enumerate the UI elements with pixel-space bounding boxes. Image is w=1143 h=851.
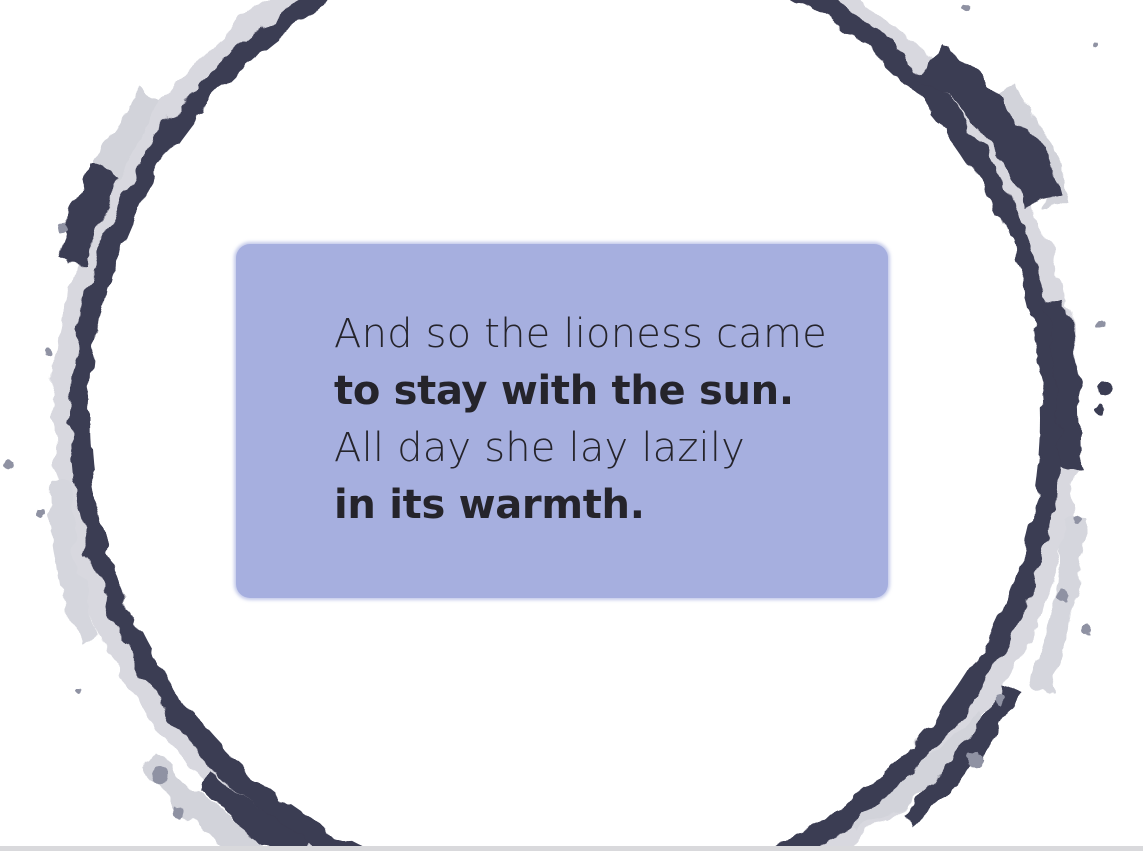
caption-line-3: All day she lay lazily <box>334 425 746 471</box>
caption-text <box>334 306 874 534</box>
caption-line-4: in its warmth. <box>334 482 645 528</box>
caption-line-2: to stay with the sun. <box>334 368 794 414</box>
caption-line-1: And so the lioness came <box>334 311 827 357</box>
caption-card <box>236 244 888 598</box>
bottom-edge-bar <box>0 846 1143 851</box>
